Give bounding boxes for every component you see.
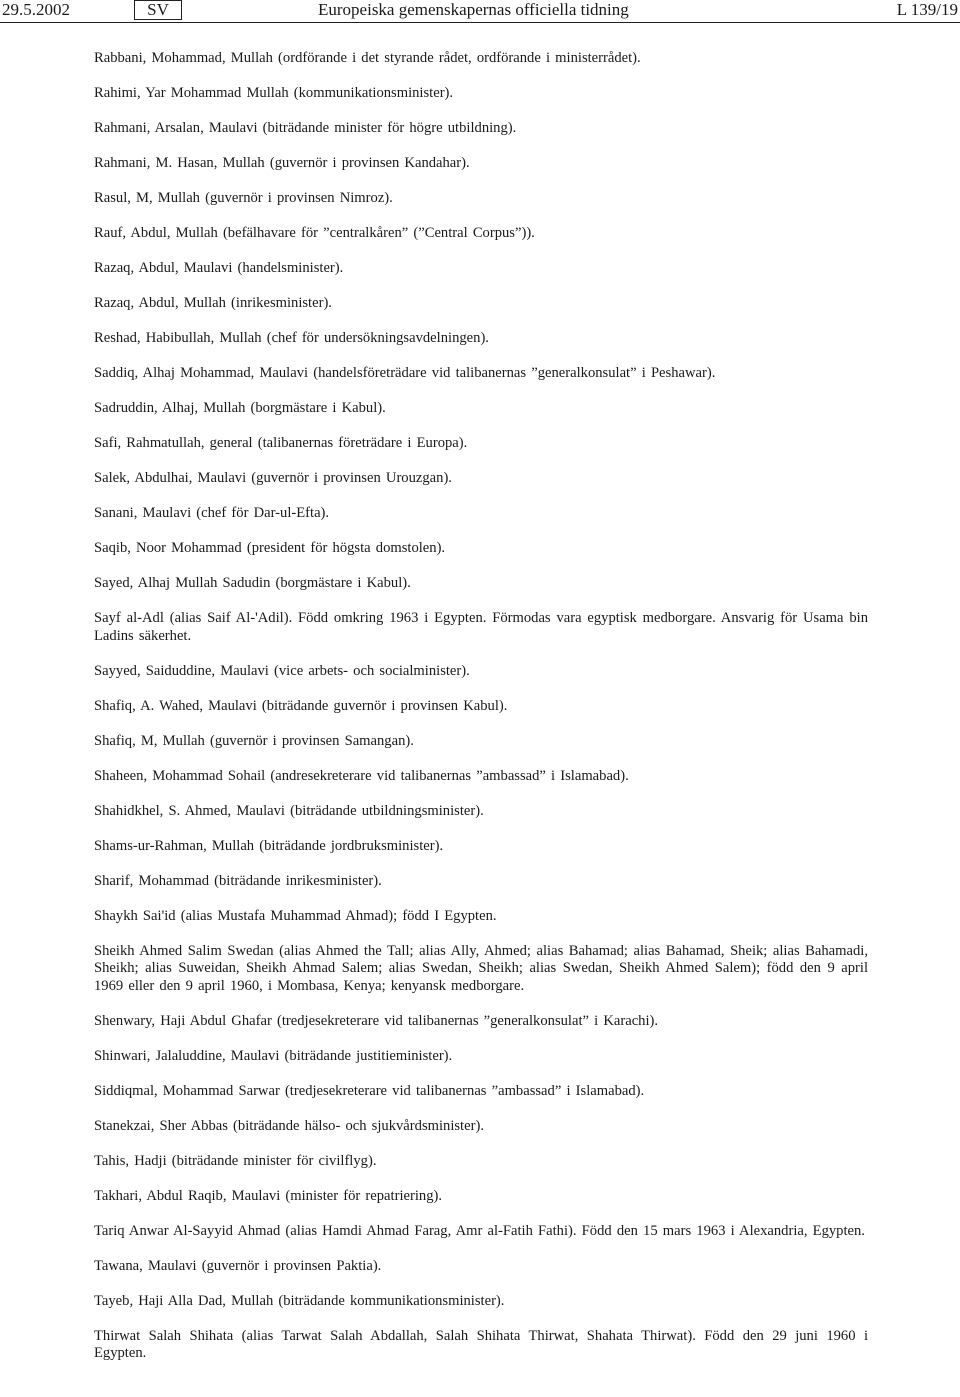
list-item: Shams-ur-Rahman, Mullah (biträdande jordbruksminister).: [94, 837, 444, 854]
page-header: [0, 0, 960, 23]
list-item: Tayeb, Haji Alla Dad, Mullah (biträdande kommunikationsminister).: [94, 1292, 505, 1309]
list-item: Sharif, Mohammad (biträdande inrikesminister).: [94, 872, 382, 889]
list-item: Sayyed, Saiduddine, Maulavi (vice arbets- och socialminister).: [94, 662, 470, 679]
list-item: Sayf al-Adl (alias Saif Al-'Adil). Född omkring 1963 i Egypten. Förmodas vara egyptisk medborgare. Ansvarig för Usama bin Ladins säkerhet.: [94, 610, 868, 644]
list-item: Reshad, Habibullah, Mullah (chef för undersökningsavdelningen).: [94, 330, 489, 346]
list-item: Salek, Abdulhai, Maulavi (guvernör i provinsen Urouzgan).: [94, 470, 452, 486]
list-item: Sadruddin, Alhaj, Mullah (borgmästare i Kabul).: [94, 400, 386, 416]
list-item: Siddiqmal, Mohammad Sarwar (tredjesekreterare vid talibanernas ”ambassad” i Islamabad).: [94, 1082, 645, 1099]
list-item: Sanani, Maulavi (chef för Dar-ul-Efta).: [94, 505, 330, 521]
list-item: Razaq, Abdul, Maulavi (handelsminister).: [94, 260, 344, 276]
list-item: Rahimi, Yar Mohammad Mullah (kommunikationsminister).: [94, 85, 454, 101]
list-item: Shafiq, M, Mullah (guvernör i provinsen Samangan).: [94, 732, 414, 749]
list-item: Shahidkhel, S. Ahmed, Maulavi (biträdande utbildningsminister).: [94, 802, 484, 819]
list-item: Tawana, Maulavi (guvernör i provinsen Paktia).: [94, 1257, 382, 1274]
list-item: Rauf, Abdul, Mullah (befälhavare för ”centralkåren” (”Central Corpus”)).: [94, 225, 535, 241]
list-item: Shaheen, Mohammad Sohail (andresekreterare vid talibanernas ”ambassad” i Islamabad).: [94, 767, 629, 784]
list-item: Stanekzai, Sher Abbas (biträdande hälso- och sjukvårdsminister).: [94, 1117, 484, 1134]
list-item: Rabbani, Mohammad, Mullah (ordförande i det styrande rådet, ordförande i ministerrådet).: [94, 50, 641, 66]
page-reference: L 139/19: [896, 0, 958, 19]
list-item: Thirwat Salah Shihata (alias Tarwat Salah Abdallah, Salah Shihata Thirwat, Shahata Thirwat). Född den 29 juni 1960 i Egypten.: [94, 1327, 868, 1361]
list-item: Razaq, Abdul, Mullah (inrikesminister).: [94, 295, 332, 311]
list-item: Rasul, M, Mullah (guvernör i provinsen Nimroz).: [94, 190, 393, 206]
list-item: Tahis, Hadji (biträdande minister för civilflyg).: [94, 1152, 377, 1169]
list-item: Rahmani, Arsalan, Maulavi (biträdande minister för högre utbildning).: [94, 120, 517, 136]
journal-title: Europeiska gemenskapernas officiella tidning: [318, 0, 629, 19]
list-item: Saqib, Noor Mohammad (president för högsta domstolen).: [94, 540, 446, 556]
list-item: Shaykh Sai'id (alias Mustafa Muhammad Ahmad); född I Egypten.: [94, 907, 497, 924]
header-date: 29.5.2002: [2, 0, 70, 19]
list-item: Shafiq, A. Wahed, Maulavi (biträdande guvernör i provinsen Kabul).: [94, 697, 508, 714]
list-item: Shenwary, Haji Abdul Ghafar (tredjesekreterare vid talibanernas ”generalkonsulat” i Karachi).: [94, 1012, 659, 1029]
list-item: Sayed, Alhaj Mullah Sadudin (borgmästare i Kabul).: [94, 575, 411, 591]
list-item: Sheikh Ahmed Salim Swedan (alias Ahmed the Tall; alias Ally, Ahmed; alias Bahamad; alias Bahamad, Sheik; alias Bahamadi, Sheikh; alias Suweidan, Sheikh Ahmad Salem; alias Swedan, Sheikh; alias Swedan, Sheikh Ahmed Salem); född den 9 april 1969 eller den 9 april 1960, i Mombasa, Kenya; kenyansk medborgare.: [94, 942, 868, 994]
entry-list: [94, 50, 868, 1380]
list-item: Tariq Anwar Al-Sayyid Ahmad (alias Hamdi Ahmad Farag, Amr al-Fatih Fathi). Född den 15 mars 1963 i Alexandria, Egypten.: [94, 1222, 865, 1239]
list-item: Rahmani, M. Hasan, Mullah (guvernör i provinsen Kandahar).: [94, 155, 470, 171]
list-item: Safi, Rahmatullah, general (talibanernas företrädare i Europa).: [94, 435, 468, 451]
list-item: Saddiq, Alhaj Mohammad, Maulavi (handelsföreträdare vid talibanernas ”generalkonsulat” i Peshawar).: [94, 365, 716, 381]
language-code-box: SV: [134, 0, 182, 20]
list-item: Shinwari, Jalaluddine, Maulavi (biträdande justitieminister).: [94, 1047, 453, 1064]
list-item: Takhari, Abdul Raqib, Maulavi (minister för repatriering).: [94, 1187, 442, 1204]
